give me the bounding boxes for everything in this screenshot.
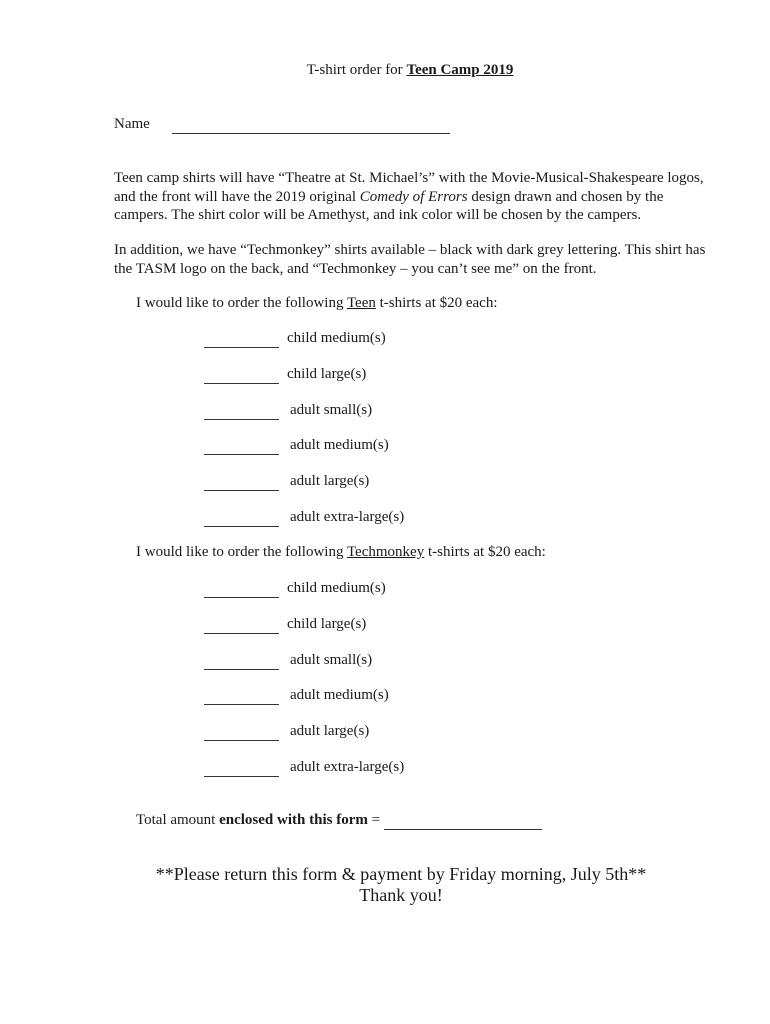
size-label: child large(s) <box>287 365 367 382</box>
size-row <box>204 437 389 455</box>
total-amount-row <box>136 812 542 830</box>
teen-heading-suffix: t-shirts at $20 each: <box>375 295 498 311</box>
techmonkey-description: In addition, we have “Techmonkey” shirts available – black with dark grey lettering. This shirt has the TASM logo on the back, and “Techmonkey – you can’t see me” on the front. <box>114 242 706 277</box>
techmonkey-order-heading <box>136 544 546 561</box>
desc-text-1: Teen camp shirts will have “Theatre at St. Michael’s” with the Movie-Musical-Shakespeare logos, and the front will have the 2019 original <box>114 170 704 205</box>
size-label: adult small(s) <box>290 651 373 668</box>
play-title: Comedy of Errors <box>359 188 468 205</box>
size-row <box>204 509 404 527</box>
teen-shirt-description <box>114 169 714 225</box>
name-field[interactable] <box>172 116 450 134</box>
return-instructions: **Please return this form & payment by Friday morning, July 5th** <box>155 864 647 884</box>
teen-heading-prefix: I would like to order the following <box>136 295 347 311</box>
size-row <box>204 723 369 741</box>
name-row <box>114 116 450 134</box>
quantity-field[interactable] <box>204 652 279 670</box>
total-suffix: = <box>367 812 384 828</box>
title-prefix: T-shirt order for <box>306 62 407 78</box>
size-label: child large(s) <box>287 615 367 632</box>
size-label: child medium(s) <box>287 330 386 346</box>
size-row <box>204 687 389 705</box>
size-row <box>204 473 369 491</box>
footer-note <box>0 864 770 906</box>
quantity-field[interactable] <box>204 402 279 420</box>
form-title <box>0 62 770 79</box>
teen-heading-shirt: Teen <box>346 295 376 311</box>
quantity-field[interactable] <box>204 330 279 348</box>
quantity-field[interactable] <box>204 580 279 598</box>
size-label: adult small(s) <box>290 401 373 418</box>
quantity-field[interactable] <box>204 616 279 634</box>
total-prefix: Total amount <box>136 812 220 828</box>
size-label: child medium(s) <box>287 580 386 596</box>
desc-text-2: design drawn and chosen by the campers. The shirt color will be Amethyst, and ink color will be chosen by the campers. <box>114 188 664 223</box>
quantity-field[interactable] <box>204 437 279 455</box>
size-row <box>204 366 366 384</box>
size-label: adult medium(s) <box>290 437 389 454</box>
size-row <box>204 652 372 670</box>
quantity-field[interactable] <box>204 509 279 527</box>
quantity-field[interactable] <box>204 366 279 384</box>
size-row <box>204 402 372 420</box>
thank-you: Thank you! <box>359 885 443 905</box>
size-row <box>204 580 386 598</box>
total-amount-field[interactable] <box>384 812 542 830</box>
quantity-field[interactable] <box>204 473 279 491</box>
size-row <box>204 330 386 348</box>
size-label: adult large(s) <box>290 723 370 740</box>
size-label: adult extra-large(s) <box>290 759 405 775</box>
name-label: Name <box>114 116 150 132</box>
tech-heading-prefix: I would like to order the following <box>136 544 347 560</box>
quantity-field[interactable] <box>204 687 279 705</box>
quantity-field[interactable] <box>204 759 279 777</box>
size-label: adult large(s) <box>290 473 370 490</box>
size-row <box>204 759 404 777</box>
size-row <box>204 616 366 634</box>
tech-heading-shirt: Techmonkey <box>346 544 425 560</box>
teen-order-heading <box>136 295 498 312</box>
total-bold: enclosed with this form <box>219 812 368 828</box>
size-label: adult extra-large(s) <box>290 509 405 525</box>
size-label: adult medium(s) <box>290 687 389 704</box>
quantity-field[interactable] <box>204 723 279 741</box>
tech-heading-suffix: t-shirts at $20 each: <box>424 544 546 560</box>
title-event: Teen Camp 2019 <box>406 62 514 78</box>
